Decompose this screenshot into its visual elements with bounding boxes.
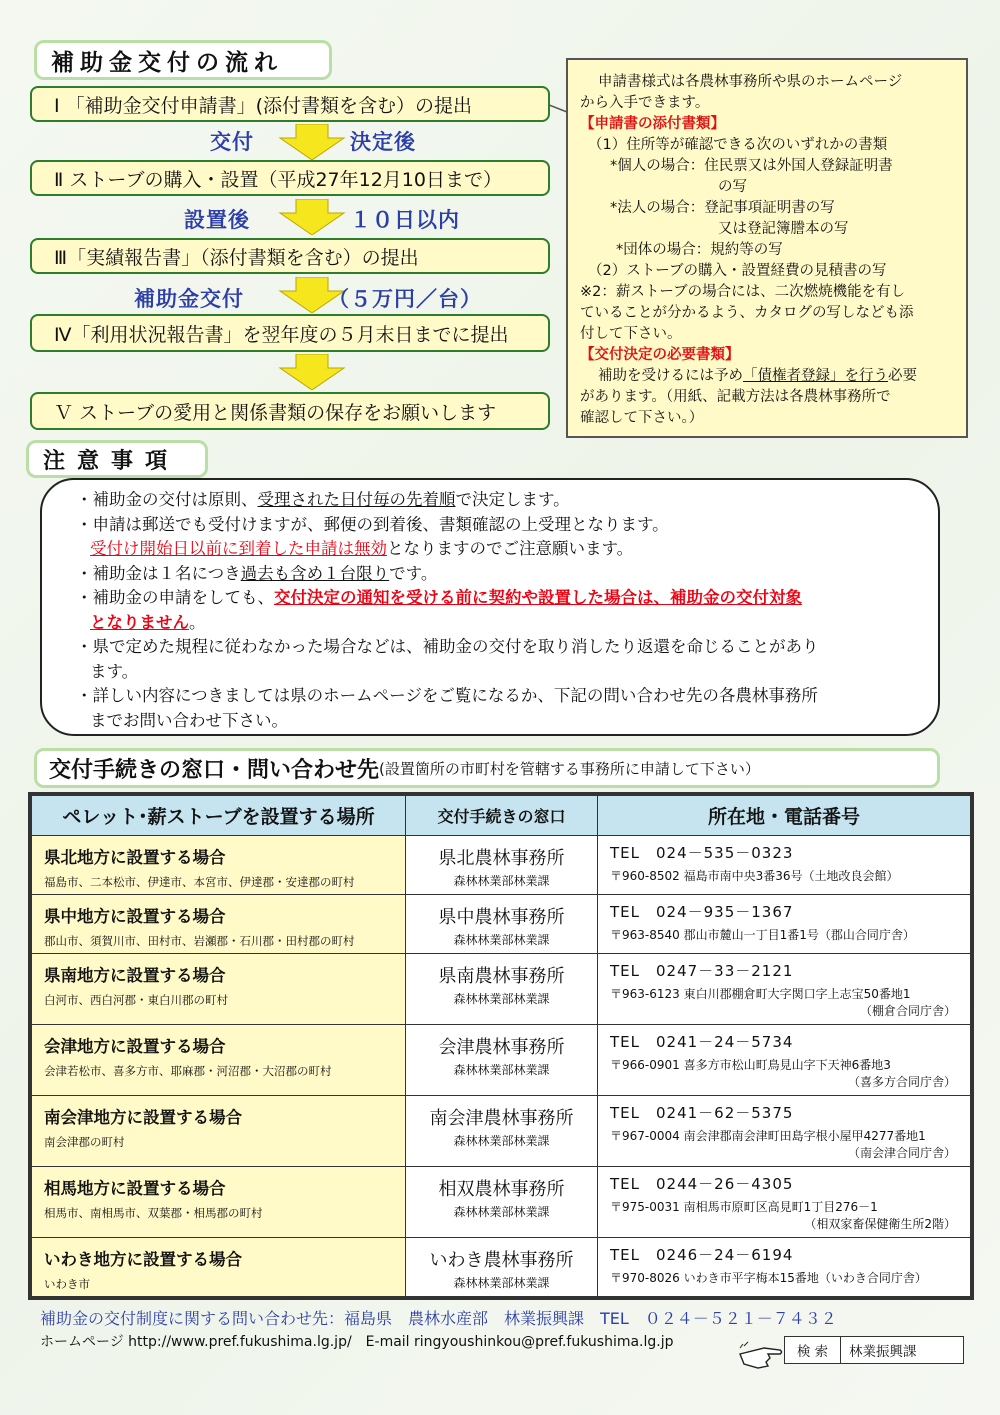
table-row: [32, 1025, 971, 1096]
notice-text: です。: [389, 563, 438, 583]
info-line-creditor: [580, 366, 954, 387]
flow-step-4: [30, 314, 550, 352]
location-cell: [32, 1025, 406, 1096]
office-tel: TEL 0241－24－5734: [610, 1033, 794, 1052]
address-cell: [598, 1237, 971, 1296]
notice-text: で決定します。: [455, 490, 570, 509]
notice-text: ・補助金は１名につき: [76, 563, 241, 583]
flow-step-2: [30, 160, 550, 196]
info-line: 又は登記簿謄本の写: [718, 221, 849, 237]
pointing-hand-icon: [738, 1340, 784, 1370]
office-address: 〒960-8502 福島市南中央3番36号（土地改良会館）: [610, 869, 899, 883]
flow-arrow-2-icon: [278, 199, 346, 235]
office-address: 〒966-0901 喜多方市松山町鳥見山字下天神6番地3: [610, 1058, 891, 1073]
search-box[interactable]: [784, 1336, 964, 1364]
table-row: [32, 836, 971, 895]
flow-label-3b: （５万円／台）: [328, 287, 482, 311]
notice-warning: となりません: [90, 612, 189, 632]
location-cell: [32, 1166, 406, 1237]
area-cities: 南会津郡の町村: [44, 1135, 125, 1150]
flow-step-5-text: Ｖ ストーブの愛用と関係書類の保存をお願いします: [54, 401, 497, 424]
office-cell: [406, 1237, 598, 1296]
info-text: 必要: [888, 368, 917, 384]
address-cell: [598, 954, 971, 1025]
office-cell: [406, 954, 598, 1025]
table-row: [32, 954, 971, 1025]
notice-line-7: ・県で定めた規程に従わなかった場合などは、補助金の交付を取り消したり返還を命じることがあり: [76, 637, 819, 656]
contact-section-title-text: 交付手続きの窓口・問い合わせ先: [49, 757, 380, 783]
info-line: があります。（用紙、記載方法は各農林事務所で: [580, 389, 891, 405]
office-dept: 森林林業部林業課: [453, 1134, 550, 1149]
info-line: 申請書様式は各農林事務所や県のホームページ: [598, 74, 903, 90]
notice-text: ・補助金の申請をしても、: [76, 588, 274, 607]
office-cell: [406, 1025, 598, 1096]
office-tel: TEL 0244－26－4305: [610, 1174, 794, 1193]
notice-section-title: [26, 440, 208, 478]
flow-arrow-1-icon: [278, 124, 346, 160]
flow-arrow-4-icon: [278, 354, 346, 390]
notice-warning: 交付決定の通知を受ける前に契約や設置した場合は、補助金の交付対象: [274, 588, 802, 607]
office-dept: 森林林業部林業課: [453, 1275, 550, 1290]
notice-text: となりますのでご注意願います。: [387, 539, 634, 558]
area-title: 県北地方に設置する場合: [44, 848, 226, 867]
table-row: [32, 895, 971, 954]
area-title: 県中地方に設置する場合: [44, 907, 226, 927]
office-building: （南会津合同庁舎）: [847, 1146, 956, 1161]
office-address: 〒963-6123 東白川郡棚倉町大字関口字上志宝50番地1: [610, 987, 911, 1002]
location-cell: [32, 895, 406, 954]
info-line: *法人の場合：登記事項証明書の写: [610, 200, 835, 216]
info-line: *個人の場合：住民票又は外国人登録証明書: [610, 158, 893, 174]
flow-step-2-text: Ⅱ ストーブの購入・設置（平成27年12月10日まで）: [54, 168, 502, 191]
office-address: 〒975-0031 南相馬市原町区高見町1丁目276－1: [610, 1199, 878, 1214]
flow-step-1-text: Ⅰ 「補助金交付申請書」(添付書類を含む）の提出: [54, 94, 473, 117]
office-name: 相双農林事務所: [438, 1178, 565, 1200]
flow-step-4-text: Ⅳ「利用状況報告書」を翌年度の５月末日までに提出: [54, 323, 509, 346]
notice-line-6: [76, 611, 918, 636]
info-line: ていることが分かるよう、カタログの写しなども添: [580, 305, 914, 321]
info-line: ※2：薪ストーブの場合には、二次燃焼機能を有し: [580, 284, 906, 300]
notice-line-10: までお問い合わせ下さい。: [90, 710, 288, 730]
notice-section-title-text: 注意事項: [43, 448, 180, 474]
location-cell: [32, 1237, 406, 1296]
application-info-box: [566, 58, 968, 438]
address-cell: [598, 1166, 971, 1237]
office-tel: TEL 024－935－1367: [610, 903, 794, 922]
notice-emphasis: 受理された日付毎の先着順: [257, 490, 456, 509]
flow-section-title: [34, 40, 332, 80]
location-cell: [32, 1096, 406, 1167]
notice-text: 。: [189, 612, 206, 632]
area-title: 県南地方に設置する場合: [44, 966, 226, 986]
area-cities: 白河市、西白河郡・東白川郡の町村: [44, 993, 228, 1008]
info-line: （2）ストーブの購入・設置経費の見積書の写: [588, 263, 887, 279]
office-tel: TEL 0247－33－2121: [610, 962, 794, 981]
office-dept: 森林林業部林業課: [453, 1063, 550, 1078]
info-line: から入手できます。: [580, 95, 710, 111]
info-heading-required: 【交付決定の必要書類】: [580, 347, 740, 363]
office-building: （棚倉合同庁舎）: [859, 1004, 956, 1019]
address-cell: [598, 895, 971, 954]
search-keyword: 林業振興課: [849, 1344, 917, 1360]
office-cell: [406, 895, 598, 954]
office-cell: [406, 1166, 598, 1237]
office-name: 南会津農林事務所: [429, 1108, 574, 1130]
location-cell: [32, 836, 406, 895]
notice-line-4: [76, 562, 918, 587]
info-line: *団体の場合：規約等の写: [616, 242, 783, 258]
contact-table: [28, 792, 974, 1300]
inquiry-footer: 補助金の交付制度に関する問い合わせ先：福島県 農林水産部 林業振興課 TEL ０２４－５２１－７４３２: [40, 1309, 837, 1328]
office-name: 県南農林事務所: [438, 966, 565, 988]
office-address: 〒970-8026 いわき市平字梅本15番地（いわき合同庁舎）: [610, 1270, 927, 1285]
notice-line-1: [76, 488, 918, 513]
flow-step-3-text: Ⅲ「実績報告書」（添付書類を含む）の提出: [54, 246, 419, 269]
table-header-row: [32, 796, 971, 836]
area-title: 南会津地方に設置する場合: [44, 1108, 242, 1128]
address-cell: [598, 1096, 971, 1167]
column-header-location: ペレット･薪ストーブを設置する場所: [32, 796, 406, 836]
area-cities: 会津若松市、喜多方市、耶麻郡・河沼郡・大沼郡の町村: [44, 1064, 332, 1079]
notice-line-2: ・申請は郵送でも受付けますが、郵便の到着後、書類確認の上受理となります。: [76, 514, 669, 534]
area-title: 相馬地方に設置する場合: [44, 1178, 226, 1198]
area-cities: いわき市: [44, 1276, 90, 1291]
creditor-registration-text: 「債権者登録」を行う: [743, 368, 888, 384]
notice-line-8: ます。: [90, 661, 139, 681]
area-cities: 郡山市、須賀川市、田村市、岩瀬郡・石川郡・田村郡の町村: [44, 934, 355, 949]
info-heading-attachments: 【申請書の添付書類】: [580, 116, 725, 132]
notice-warning: 受付け開始日以前に到着した申請は無効: [90, 539, 387, 558]
info-line: の写: [718, 179, 747, 195]
office-address: 〒963-8540 郡山市麓山一丁目1番1号（郡山合同庁舎）: [610, 928, 915, 943]
office-dept: 森林林業部林業課: [453, 933, 550, 948]
office-dept: 森林林業部林業課: [453, 1204, 550, 1219]
office-name: 会津農林事務所: [438, 1037, 565, 1059]
flow-step-1: [30, 86, 550, 122]
location-cell: [32, 954, 406, 1025]
search-label[interactable]: 検 索: [785, 1337, 841, 1363]
office-dept: 森林林業部林業課: [453, 992, 550, 1007]
flow-label-2b: １０日以内: [350, 208, 460, 232]
notice-emphasis: 過去も含め１台限り: [240, 563, 390, 583]
office-address: 〒967-0004 南会津郡南会津町田島字根小屋甲4277番地1: [610, 1129, 926, 1144]
office-cell: [406, 1096, 598, 1167]
homepage-footer[interactable]: ホームページ http://www.pref.fukushima.lg.jp/ E-mail ringyoushinkou@pref.fukushima.lg.jp: [40, 1334, 674, 1350]
office-building: （喜多方合同庁舎）: [847, 1075, 956, 1090]
table-row: [32, 1237, 971, 1296]
notice-line-3: [76, 537, 918, 562]
notice-line-9: ・詳しい内容につきましては県のホームページをご覧になるか、下記の問い合わせ先の各農林事務所: [76, 686, 818, 705]
area-title: いわき地方に設置する場合: [44, 1249, 242, 1269]
flow-step-5: [30, 392, 550, 430]
office-cell: [406, 836, 598, 895]
office-tel: TEL 0246－24－6194: [610, 1245, 794, 1264]
flow-section-title-text: 補助金交付の流れ: [51, 49, 283, 76]
info-line: 付して下さい。: [580, 326, 682, 342]
notice-line-5: [76, 586, 918, 611]
area-cities: 福島市、二本松市、伊達市、本宮市、伊達郡・安達郡の町村: [44, 875, 355, 889]
info-line: 確認して下さい。）: [580, 410, 704, 426]
contact-section-subtitle: (設置箇所の市町村を管轄する事務所に申請して下さい）: [379, 759, 760, 778]
info-text: 補助を受けるには予め: [598, 368, 743, 384]
table-row: [32, 1096, 971, 1167]
area-title: 会津地方に設置する場合: [44, 1037, 226, 1057]
address-cell: [598, 836, 971, 895]
flow-step-3: [30, 238, 550, 274]
office-building: （相双家畜保健衛生所2階）: [804, 1216, 956, 1231]
flow-label-3a: 補助金交付: [134, 287, 244, 311]
office-name: 県中農林事務所: [438, 907, 565, 929]
contact-section-title: [34, 748, 940, 788]
address-cell: [598, 1025, 971, 1096]
office-name: 県北農林事務所: [438, 848, 565, 869]
table-row: [32, 1166, 971, 1237]
info-line: （1）住所等が確認できる次のいずれかの書類: [588, 137, 888, 153]
office-tel: TEL 024－535－0323: [610, 844, 794, 862]
office-tel: TEL 0241－62－5375: [610, 1104, 794, 1123]
flow-label-2a: 設置後: [184, 208, 250, 232]
flow-label-1b: 決定後: [350, 130, 416, 154]
column-header-address: 所在地・電話番号: [598, 796, 971, 836]
column-header-office: 交付手続きの窓口: [406, 796, 598, 836]
notice-text: ・補助金の交付は原則、: [76, 490, 258, 509]
flow-label-1a: 交付: [210, 130, 254, 154]
office-name: いわき農林事務所: [429, 1249, 574, 1271]
office-dept: 森林林業部林業課: [453, 874, 550, 888]
notice-box: [40, 478, 940, 736]
area-cities: 相馬市、南相馬市、双葉郡・相馬郡の町村: [44, 1205, 263, 1220]
